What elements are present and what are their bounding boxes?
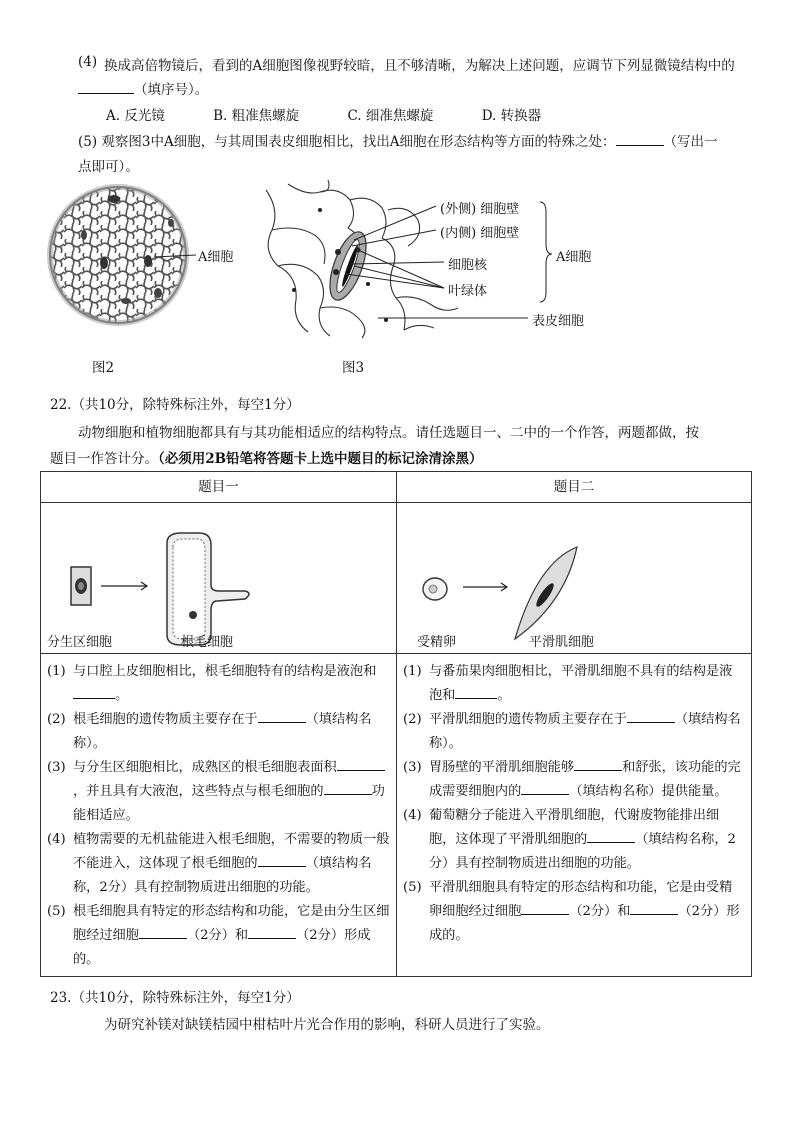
item-text: 。 bbox=[115, 688, 129, 703]
item-text: （填结构名称，2分）具有控制物质进出细胞的功能。 bbox=[429, 832, 736, 871]
item-text: （填结构名称，2分）具有控制物质进出细胞的功能。 bbox=[73, 856, 372, 895]
fig3-label-a-cell: A细胞 bbox=[556, 250, 592, 265]
col2-label-zygote: 受精卵 bbox=[417, 635, 457, 650]
answer-blank[interactable] bbox=[78, 80, 134, 94]
item-number: (1) bbox=[403, 664, 422, 679]
col1-questions bbox=[41, 654, 397, 977]
answer-blank[interactable] bbox=[627, 709, 675, 723]
answer-blank[interactable] bbox=[455, 685, 497, 699]
q22-intro-line1: 动物细胞和植物细胞都具有与其功能相适应的结构特点。请任选题目一、二中的一个作答，两题都做，按 bbox=[78, 425, 699, 441]
item-number: (2) bbox=[47, 712, 66, 727]
col1-title[interactable]: 题目一 bbox=[41, 472, 397, 503]
answer-blank[interactable] bbox=[73, 685, 115, 699]
col2-image-cell bbox=[397, 503, 752, 654]
figure-2 bbox=[46, 183, 246, 333]
item-text: （2分）形成的。 bbox=[73, 928, 371, 967]
item-text: 与口腔上皮细胞相比，根毛细胞特有的结构是液泡和 bbox=[73, 664, 377, 679]
answer-blank[interactable] bbox=[258, 853, 306, 867]
col2-label-smooth-muscle: 平滑肌细胞 bbox=[529, 635, 595, 650]
answer-blank[interactable] bbox=[587, 829, 635, 843]
option-b[interactable]: B. 粗准焦螺旋 bbox=[213, 108, 300, 124]
answer-blank[interactable] bbox=[324, 781, 372, 795]
answer-blank[interactable] bbox=[616, 132, 664, 146]
col1-label-meristem-cell: 分生区细胞 bbox=[47, 635, 113, 650]
col2-title[interactable]: 题目二 bbox=[397, 472, 752, 503]
q21-5-text: 观察图3中A细胞，与其周围表皮细胞相比，找出A细胞在形态结构等方面的特殊之处： bbox=[101, 134, 616, 150]
fig2-caption: 图2 bbox=[92, 360, 115, 376]
q23-intro: 为研究补镁对缺镁桔园中柑桔叶片光合作用的影响，科研人员进行了实验。 bbox=[104, 1017, 550, 1033]
col1-item-5 bbox=[47, 900, 390, 972]
col2-item-2 bbox=[403, 708, 745, 756]
q22-intro-bold: （必须用2B铅笔将答题卡上选中题目的标记涂清涂黑） bbox=[158, 451, 483, 467]
q23-header: 23.（共10分，除特殊标注外，每空1分） bbox=[50, 990, 300, 1006]
fig3-caption: 图3 bbox=[342, 360, 365, 376]
q22-header: 22.（共10分，除特殊标注外，每空1分） bbox=[50, 397, 300, 413]
item-text: 和舒张，该功能的完成需要细胞内的 bbox=[429, 760, 741, 799]
fig3-label-inner-wall: (内侧) 细胞壁 bbox=[440, 226, 520, 241]
item-text: 葡萄糖分子能进入平滑肌细胞，代谢废物能排出细胞，这体现了平滑肌细胞的 bbox=[429, 808, 720, 847]
q21-4-text-line2 bbox=[78, 78, 208, 98]
q22-intro-line2 bbox=[50, 447, 483, 467]
item-text: 功能相适应。 bbox=[73, 784, 385, 823]
item-number: (1) bbox=[47, 664, 66, 679]
answer-blank[interactable] bbox=[574, 757, 622, 771]
item-text: 根毛细胞具有特定的形态结构和功能，它是由分生区细胞经过细胞 bbox=[73, 904, 390, 943]
item-text: （2分）形成的。 bbox=[429, 904, 740, 943]
col1-label-root-hair-cell: 根毛细胞 bbox=[181, 635, 234, 650]
fig3-label-outer-wall: (外侧) 细胞壁 bbox=[440, 202, 520, 217]
item-text: 胃肠壁的平滑肌细胞能够 bbox=[429, 760, 575, 775]
q21-5-line1 bbox=[78, 130, 718, 150]
q21-4-text-line1: 换成高倍物镜后，看到的A细胞图像视野较暗，且不够清晰，为解决上述问题，应调节下列显微镜结构中的 bbox=[104, 58, 735, 74]
item-text: ，并且具有大液泡，这些特点与根毛细胞的 bbox=[73, 784, 324, 799]
item-text: 平滑肌细胞的遗传物质主要存在于 bbox=[429, 712, 627, 727]
q22-intro-plain: 题目一作答计分。 bbox=[50, 451, 158, 467]
answer-blank[interactable] bbox=[521, 781, 569, 795]
option-a[interactable]: A. 反光镜 bbox=[106, 108, 165, 124]
answer-blank[interactable] bbox=[337, 757, 385, 771]
item-text: 植物需要的无机盐能进入根毛细胞，不需要的物质一般不能进入，这体现了根毛细胞的 bbox=[73, 832, 390, 871]
item-number: (5) bbox=[403, 880, 422, 895]
item-text: 与分生区细胞相比，成熟区的根毛细胞表面积 bbox=[73, 760, 337, 775]
answer-blank[interactable] bbox=[521, 901, 569, 915]
item-text: （2分）和 bbox=[569, 904, 631, 919]
col1-item-4 bbox=[47, 828, 390, 900]
item-text: 根毛细胞的遗传物质主要存在于 bbox=[73, 712, 258, 727]
item-text: 与番茄果肉细胞相比，平滑肌细胞不具有的结构是液泡和 bbox=[429, 664, 733, 703]
col2-item-5 bbox=[403, 876, 745, 948]
option-c[interactable]: C. 细准焦螺旋 bbox=[347, 108, 434, 124]
item-text: （填结构名称）。 bbox=[73, 712, 372, 751]
figure-3 bbox=[258, 180, 598, 340]
q21-5-line2: 点即可）。 bbox=[78, 159, 139, 175]
fig3-label-nucleus: 细胞核 bbox=[448, 258, 488, 273]
item-text: 。 bbox=[497, 688, 511, 703]
fig3-label-chloroplast: 叶绿体 bbox=[448, 284, 488, 299]
col1-item-3 bbox=[47, 756, 390, 828]
q21-4-number: (4) bbox=[78, 54, 98, 70]
item-text: （2分）和 bbox=[186, 928, 249, 943]
q21-4-suffix: （填序号）。 bbox=[134, 82, 209, 98]
item-text: 平滑肌细胞具有特定的形态结构和功能，它是由受精卵细胞经过细胞 bbox=[429, 880, 733, 919]
item-text: （填结构名称）提供能量。 bbox=[569, 784, 728, 799]
col2-item-1 bbox=[403, 660, 745, 708]
col2-item-4 bbox=[403, 804, 745, 876]
q22-choice-table bbox=[40, 471, 752, 977]
col1-image-cell bbox=[41, 503, 397, 654]
answer-blank[interactable] bbox=[139, 925, 187, 939]
answer-blank[interactable] bbox=[630, 901, 678, 915]
col1-item-1 bbox=[47, 660, 390, 708]
item-number: (5) bbox=[47, 904, 66, 919]
item-number: (4) bbox=[403, 808, 422, 823]
q21-5-text-end: （写出一 bbox=[663, 134, 718, 150]
fig2-label-a-cell: A细胞 bbox=[198, 250, 234, 265]
item-number: (3) bbox=[47, 760, 66, 775]
answer-blank[interactable] bbox=[258, 709, 306, 723]
option-d[interactable]: D. 转换器 bbox=[481, 108, 542, 124]
fig3-label-epidermis: 表皮细胞 bbox=[532, 314, 585, 329]
item-number: (4) bbox=[47, 832, 66, 847]
answer-blank[interactable] bbox=[248, 925, 296, 939]
col2-item-3 bbox=[403, 756, 745, 804]
item-text: （填结构名称）。 bbox=[429, 712, 741, 751]
item-number: (3) bbox=[403, 760, 422, 775]
q21-5-number: (5) bbox=[78, 134, 98, 150]
col1-item-2 bbox=[47, 708, 390, 756]
item-number: (2) bbox=[403, 712, 422, 727]
col2-questions bbox=[397, 654, 752, 977]
q21-4-options bbox=[106, 104, 585, 124]
